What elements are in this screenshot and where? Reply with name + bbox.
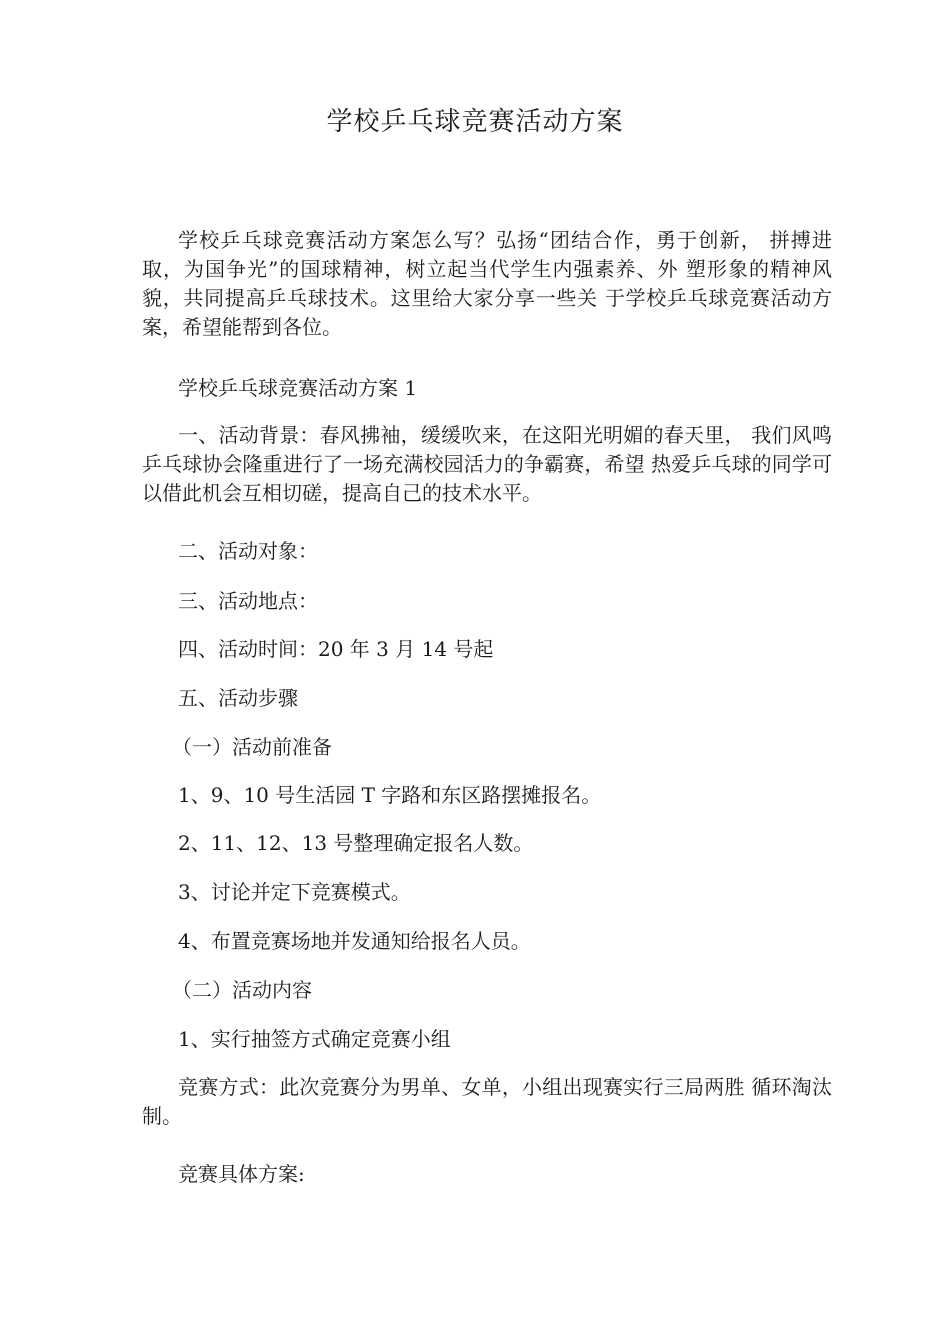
steps-heading: 五、活动步骤	[178, 686, 298, 710]
document-title: 学校乒乓球竞赛活动方案	[326, 107, 624, 137]
time-line: 四、活动时间：20 年 3 月 14 号起	[178, 637, 494, 661]
intro-paragraph: 学校乒乓球竞赛活动方案怎么写？弘扬“团结合作，勇于创新， 拼搏进取，为国争光”的国球精神，树立起当代学生内强素养、外 塑形象的精神风貌，共同提高乒乓球技术。这里给大家分享一些关 于学校乒乓球竞赛活动方案，希望能帮到各位。	[142, 228, 832, 339]
prep-item-2: 2、11、12、13 号整理确定报名人数。	[178, 831, 534, 855]
prep-item-1: 1、9、10 号生活园 T 字路和东区路摆摊报名。	[178, 783, 602, 807]
section-title: 学校乒乓球竞赛活动方案 1	[178, 376, 418, 400]
content-heading: （二）活动内容	[172, 978, 312, 1002]
prep-item-3: 3、讨论并定下竞赛模式。	[178, 880, 411, 904]
background-paragraph: 一、活动背景：春风拂袖，缓缓吹来，在这阳光明媚的春天里， 我们风鸣乒乓球协会隆重进行了一场充满校园活力的争霸赛，希望 热爱乒乓球的同学可以借此机会互相切磋，提高自己的技术水平。	[142, 423, 832, 505]
target-line: 二、活动对象：	[178, 539, 318, 563]
content-item-1: 1、实行抽签方式确定竞赛小组	[178, 1027, 451, 1051]
competition-mode-paragraph: 竞赛方式：此次竞赛分为男单、女单，小组出现赛实行三局两胜 循环淘汰制。	[142, 1075, 832, 1128]
location-line: 三、活动地点：	[178, 589, 318, 613]
plan-label: 竞赛具体方案:	[178, 1162, 305, 1186]
prep-item-4: 4、布置竞赛场地并发通知给报名人员。	[178, 929, 531, 953]
prep-heading: （一）活动前准备	[172, 735, 332, 759]
